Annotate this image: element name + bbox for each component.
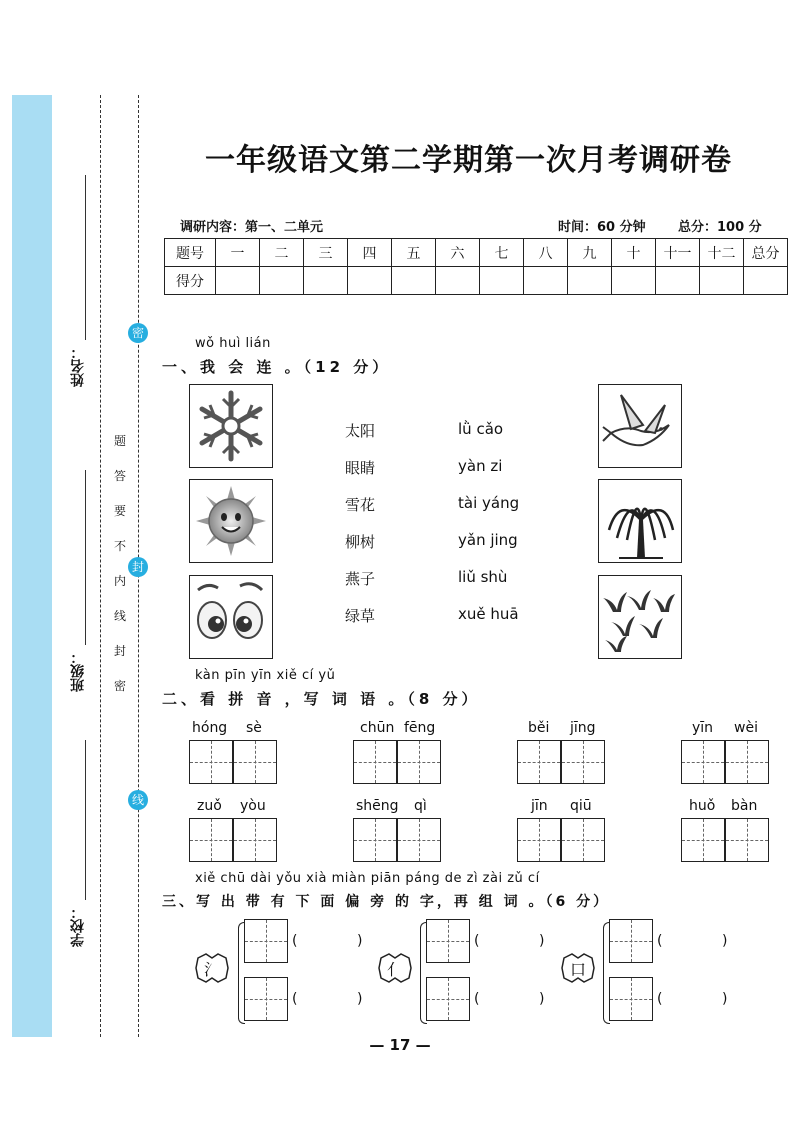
word-pinyin: qiū bbox=[570, 798, 592, 814]
tianzige-cell[interactable] bbox=[244, 977, 288, 1021]
tianzige-cell[interactable] bbox=[233, 818, 277, 862]
score-header-cell: 十一 bbox=[656, 239, 700, 267]
word-pinyin: yīn bbox=[692, 720, 714, 736]
paren-right: ) bbox=[722, 933, 728, 949]
score-cell[interactable] bbox=[304, 267, 348, 295]
word-pinyin: shēng bbox=[356, 798, 399, 814]
score-cell[interactable] bbox=[656, 267, 700, 295]
paren-right: ) bbox=[357, 933, 363, 949]
tianzige-cell[interactable] bbox=[233, 740, 277, 784]
score-header-cell: 题号 bbox=[165, 239, 216, 267]
word-pinyin: huǒ bbox=[689, 798, 716, 814]
score-header-cell: 九 bbox=[568, 239, 612, 267]
notice-char: 内 bbox=[113, 574, 126, 588]
word-pinyin: wèi bbox=[734, 720, 758, 736]
paren-left: ( bbox=[474, 991, 480, 1007]
paren-left: ( bbox=[292, 991, 298, 1007]
word-item: 绿草 bbox=[345, 607, 376, 625]
tianzige-cell[interactable] bbox=[517, 818, 561, 862]
score-header-cell: 七 bbox=[480, 239, 524, 267]
pinyin-item: yǎn jing bbox=[458, 531, 518, 549]
score-cell[interactable] bbox=[348, 267, 392, 295]
tianzige-cell[interactable] bbox=[681, 818, 725, 862]
score-table bbox=[164, 238, 788, 295]
score-cell[interactable] bbox=[480, 267, 524, 295]
class-line bbox=[85, 470, 86, 645]
seal-feng: 封 bbox=[128, 557, 148, 577]
score-row-label: 得分 bbox=[165, 267, 216, 295]
notice-char: 题 bbox=[113, 434, 126, 448]
score-header-cell: 一 bbox=[216, 239, 260, 267]
eyes-icon bbox=[189, 575, 273, 659]
notice-char: 要 bbox=[113, 504, 126, 518]
content-label: 调研内容：第一、二单元 bbox=[180, 220, 324, 235]
word-pinyin: chūn bbox=[360, 720, 395, 736]
word-pinyin: bàn bbox=[731, 798, 758, 814]
score-cell[interactable] bbox=[612, 267, 656, 295]
score-header-cell: 十二 bbox=[700, 239, 744, 267]
score-cell[interactable] bbox=[436, 267, 480, 295]
paren-left: ( bbox=[292, 933, 298, 949]
pinyin-item: yàn zi bbox=[458, 457, 503, 475]
radical-badge bbox=[558, 950, 598, 986]
word-pinyin: běi bbox=[528, 720, 550, 736]
tianzige-cell[interactable] bbox=[681, 740, 725, 784]
pinyin-item: liǔ shù bbox=[458, 568, 508, 586]
word-pinyin: hóng bbox=[192, 720, 228, 736]
tianzige-cell[interactable] bbox=[189, 740, 233, 784]
section1-heading: 一、我 会 连 。（12 分） bbox=[162, 358, 392, 376]
section3-pinyin: xiě chū dài yǒu xià miàn piān páng de zì zài zǔ cí bbox=[195, 871, 540, 886]
tianzige-cell[interactable] bbox=[244, 919, 288, 963]
swallow-icon bbox=[598, 384, 682, 468]
paren-left: ( bbox=[474, 933, 480, 949]
score-header-cell: 四 bbox=[348, 239, 392, 267]
tianzige-cell[interactable] bbox=[609, 919, 653, 963]
tianzige-cell[interactable] bbox=[426, 919, 470, 963]
grass-icon bbox=[598, 575, 682, 659]
tianzige-cell[interactable] bbox=[426, 977, 470, 1021]
paren-left: ( bbox=[657, 933, 663, 949]
notice-char: 线 bbox=[113, 609, 126, 623]
score-cell[interactable] bbox=[216, 267, 260, 295]
school-line bbox=[85, 740, 86, 900]
time-label: 时间：60 分钟 bbox=[558, 220, 646, 235]
score-cell[interactable] bbox=[260, 267, 304, 295]
score-cell[interactable] bbox=[568, 267, 612, 295]
cut-line bbox=[100, 95, 101, 1037]
word-pinyin: fēng bbox=[404, 720, 436, 736]
seal-mi: 密 bbox=[128, 323, 148, 343]
radical-label: 氵 bbox=[203, 960, 220, 979]
word-item: 燕子 bbox=[345, 570, 376, 588]
snowflake-icon bbox=[189, 384, 273, 468]
seal-xian: 线 bbox=[128, 790, 148, 810]
word-pinyin: yòu bbox=[240, 798, 266, 814]
notice-char: 不 bbox=[113, 539, 126, 553]
score-header-cell: 八 bbox=[524, 239, 568, 267]
name-label: 姓名： bbox=[70, 345, 86, 387]
radical-badge bbox=[192, 950, 232, 986]
pinyin-item: tài yáng bbox=[458, 494, 520, 512]
paren-left: ( bbox=[657, 991, 663, 1007]
tianzige-cell[interactable] bbox=[353, 740, 397, 784]
paren-right: ) bbox=[357, 991, 363, 1007]
score-header-cell: 总分 bbox=[744, 239, 788, 267]
word-pinyin: zuǒ bbox=[197, 798, 222, 814]
score-header-cell: 十 bbox=[612, 239, 656, 267]
tianzige-cell[interactable] bbox=[517, 740, 561, 784]
tianzige-cell[interactable] bbox=[561, 740, 605, 784]
binding-strip bbox=[12, 95, 52, 1037]
tianzige-cell[interactable] bbox=[397, 818, 441, 862]
tianzige-cell[interactable] bbox=[725, 740, 769, 784]
word-pinyin: jīn bbox=[531, 798, 548, 814]
radical-badge bbox=[375, 950, 415, 986]
score-cell[interactable] bbox=[744, 267, 788, 295]
score-cell[interactable] bbox=[524, 267, 568, 295]
section2-pinyin: kàn pīn yīn xiě cí yǔ bbox=[195, 668, 336, 683]
tianzige-cell[interactable] bbox=[189, 818, 233, 862]
radical-label: 亻 bbox=[386, 960, 403, 979]
paren-right: ) bbox=[539, 991, 545, 1007]
word-item: 眼睛 bbox=[345, 459, 376, 477]
section2-heading: 二、看 拼 音 ，写 词 语 。（8 分） bbox=[162, 690, 481, 708]
score-header-cell: 六 bbox=[436, 239, 480, 267]
paren-right: ) bbox=[539, 933, 545, 949]
tianzige-cell[interactable] bbox=[609, 977, 653, 1021]
pinyin-item: xuě huā bbox=[458, 605, 519, 623]
score-header-cell: 二 bbox=[260, 239, 304, 267]
notice-char: 封 bbox=[113, 644, 126, 658]
score-header-cell: 五 bbox=[392, 239, 436, 267]
word-pinyin: sè bbox=[246, 720, 262, 736]
paren-right: ) bbox=[722, 991, 728, 1007]
section1-pinyin: wǒ huì lián bbox=[195, 336, 271, 351]
score-header-cell: 三 bbox=[304, 239, 348, 267]
word-item: 太阳 bbox=[345, 422, 376, 440]
word-pinyin: qì bbox=[414, 798, 427, 814]
score-cell[interactable] bbox=[392, 267, 436, 295]
name-line bbox=[85, 175, 86, 340]
tianzige-cell[interactable] bbox=[353, 818, 397, 862]
class-label: 班级： bbox=[70, 650, 86, 692]
tianzige-cell[interactable] bbox=[561, 818, 605, 862]
score-cell[interactable] bbox=[700, 267, 744, 295]
total-label: 总分：100 分 bbox=[678, 220, 762, 235]
tianzige-cell[interactable] bbox=[397, 740, 441, 784]
notice-char: 密 bbox=[113, 679, 126, 693]
radical-label: 口 bbox=[569, 960, 586, 979]
word-item: 雪花 bbox=[345, 496, 376, 514]
word-pinyin: jīng bbox=[570, 720, 596, 736]
willow-tree-icon bbox=[598, 479, 682, 563]
section3-heading: 三、写 出 带 有 下 面 偏 旁 的 字，再 组 词 。（6 分） bbox=[162, 894, 611, 910]
sun-icon bbox=[189, 479, 273, 563]
tianzige-cell[interactable] bbox=[725, 818, 769, 862]
school-label: 学校： bbox=[70, 905, 86, 947]
page-title: 一年级语文第二学期第一次月考调研卷 bbox=[205, 143, 732, 178]
notice-char: 答 bbox=[113, 469, 126, 483]
pinyin-item: lǜ cǎo bbox=[458, 420, 504, 438]
word-item: 柳树 bbox=[345, 533, 376, 551]
page-number: — 17 — bbox=[369, 1036, 431, 1054]
